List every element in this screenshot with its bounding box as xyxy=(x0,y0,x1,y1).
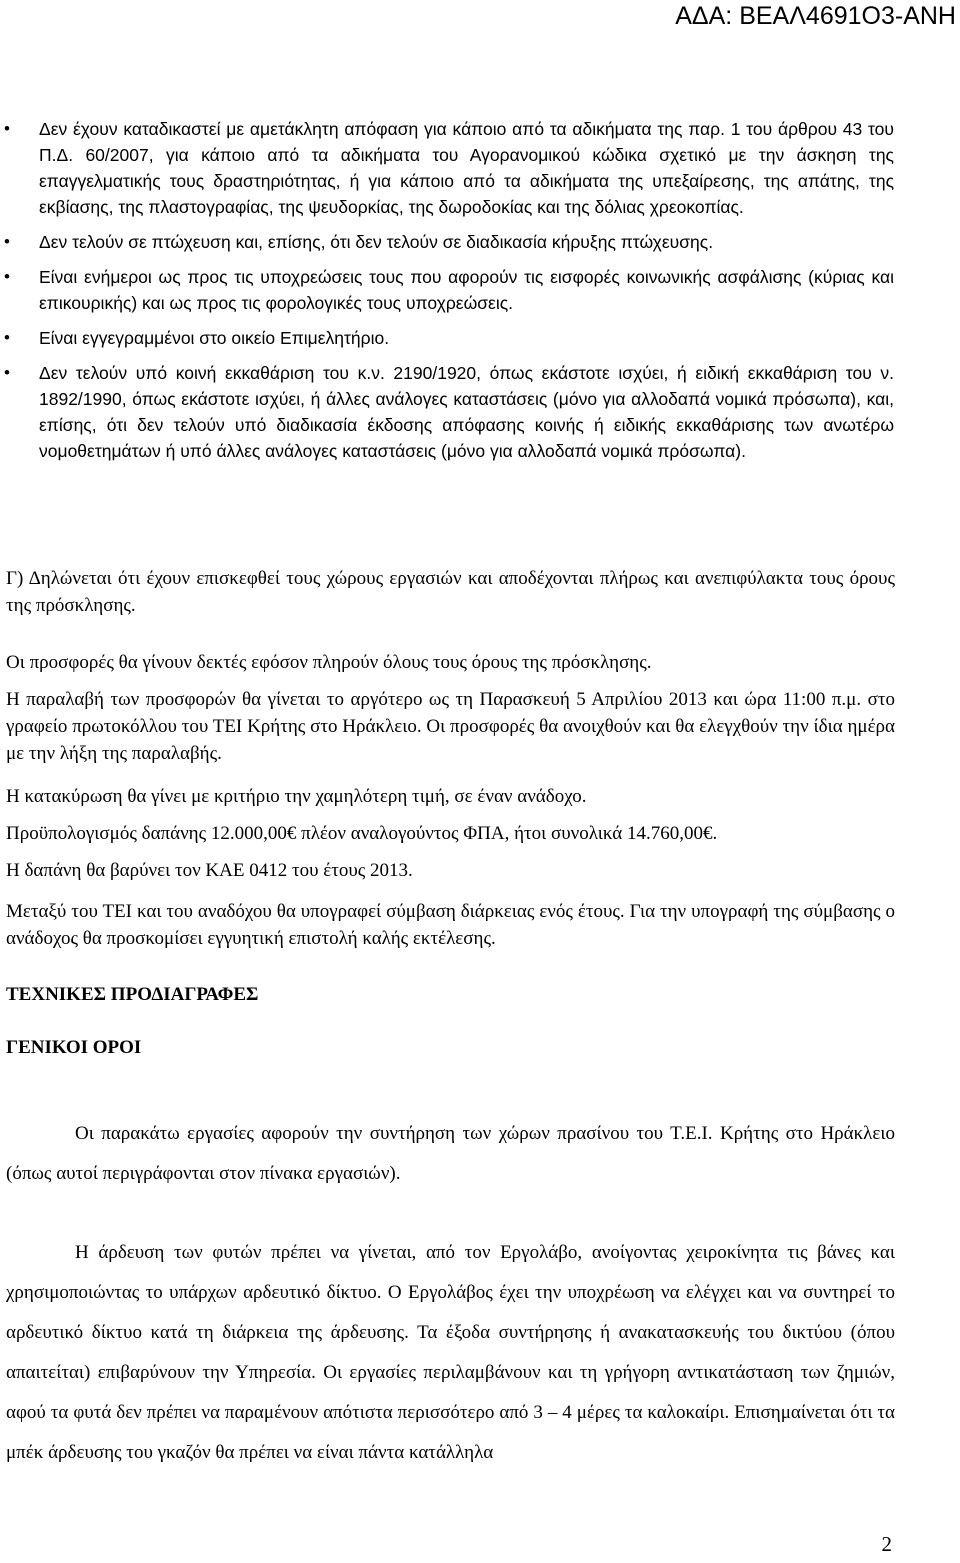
list-item: • Είναι ενήμεροι ως προς τις υποχρεώσεις τους που αφορούν τις εισφορές κοινωνικής ασφάλισης (κύριας και επικουρικής) και ως προς τις φορολογικές τους υποχρεώσεις. xyxy=(0,264,960,316)
list-item: • Δεν έχουν καταδικαστεί με αμετάκλητη απόφαση για κάποιο από τα αδικήματα της παρ. 1 του άρθρου 43 του Π.Δ. 60/2007, για κάποιο από τα αδικήματα του Αγορανομικού κώδικα σχετικό με την άσκηση της επαγγελματικής τους δραστηριότητας, ή για κάποιο από τα αδικήματα της υπεξαίρεσης, της απάτης, της εκβίασης, της πλαστογραφίας, της ψευδορκίας, της δωροδοκίας και της δόλιας χρεοκοπίας. xyxy=(0,116,960,220)
requirements-list xyxy=(0,116,960,473)
ada-code: ΑΔΑ: ΒΕΑΛ4691Ο3-ΑΝΗ xyxy=(675,2,956,30)
works-intro-paragraph: Οι παρακάτω εργασίες αφορούν την συντήρηση των χώρων πρασίνου του Τ.Ε.Ι. Κρήτης στο Ηράκλειο (όπως αυτοί περιγράφονται στον πίνακα εργασιών). xyxy=(6,1123,895,1184)
general-terms-heading: ΓΕΝΙΚΟΙ ΟΡΟΙ xyxy=(6,1037,142,1058)
receipt-paragraph: Η παραλαβή των προσφορών θα γίνεται το αργότερο ως τη Παρασκευή 5 Απριλίου 2013 και ώρα 11:00 π.μ. στο γραφείο πρωτοκόλλου του ΤΕΙ Κρήτης στο Ηράκλειο. Οι προσφορές θα ανοιχθούν και θα ελεγχθούν την ίδια ημέρα με την λήξη της παραλαβής. xyxy=(6,689,895,764)
expense-paragraph: Η δαπάνη θα βαρύνει τον ΚΑΕ 0412 του έτους 2013. xyxy=(6,860,413,881)
acceptance-paragraph: Οι προσφορές θα γίνουν δεκτές εφόσον πληρούν όλους τους όρους της πρόσκλησης. xyxy=(6,652,652,673)
watering-paragraph: Η άρδευση των φυτών πρέπει να γίνεται, από τον Εργολάβο, ανοίγοντας χειροκίνητα τις βάνες και χρησιμοποιώντας το υπάρχων αρδευτικό δίκτυο. Ο Εργολάβος έχει την υποχρέωση να ελέγχει και να συντηρεί το αρδευτικό δίκτυο κατά τη διάρκεια της άρδευσης. Τα έξοδα συντήρησης ή ανακατασκευής του δικτύου (όπου απαιτείται) επιβαρύνουν την Υπηρεσία. Οι εργασίες περιλαμβάνουν και τη γρήγορη αντικατάσταση των ζημιών, αφού τα φυτά δεν πρέπει να παραμένουν απότιστα περισσότερο από 3 – 4 μέρες τα καλοκαίρι. Επισημαίνεται ότι τα μπέκ άρδευσης του γκαζόν θα πρέπει να είναι πάντα κατάλληλα xyxy=(6,1242,895,1463)
list-item: • Είναι εγγεγραμμένοι στο οικείο Επιμελητήριο. xyxy=(0,325,960,351)
contract-paragraph: Μεταξύ του ΤΕΙ και του αναδόχου θα υπογραφεί σύμβαση διάρκειας ενός έτους. Για την υπογραφή της σύμβασης ο ανάδοχος θα προσκομίσει εγγυητική επιστολή καλής εκτέλεσης. xyxy=(6,901,895,949)
budget-paragraph: Προϋπολογισμός δαπάνης 12.000,00€ πλέον αναλογούντος ΦΠΑ, ήτοι συνολικά 14.760,00€. xyxy=(6,823,718,844)
declaration-paragraph: Γ) Δηλώνεται ότι έχουν επισκεφθεί τους χώρους εργασιών και αποδέχονται πλήρως και ανεπιφύλακτα τους όρους της πρόσκλησης. xyxy=(6,568,895,616)
list-item: • Δεν τελούν υπό κοινή εκκαθάριση του κ.ν. 2190/1920, όπως εκάστοτε ισχύει, ή ειδική εκκαθάριση του ν. 1892/1990, όπως εκάστοτε ισχύει, ή άλλες ανάλογες καταστάσεις (μόνο για αλλοδαπά νομικά πρόσωπα), και, επίσης, ότι δεν τελούν υπό διαδικασία έκδοσης απόφασης κοινής ή ειδικής εκκαθάρισης των ανωτέρω νομοθετημάτων ή υπό άλλες ανάλογες καταστάσεις (μόνο για αλλοδαπά νομικά πρόσωπα). xyxy=(0,360,960,464)
technical-specs-heading: ΤΕΧΝΙΚΕΣ ΠΡΟΔΙΑΓΡΑΦΕΣ xyxy=(6,984,259,1005)
award-paragraph: Η κατακύρωση θα γίνει με κριτήριο την χαμηλότερη τιμή, σε έναν ανάδοχο. xyxy=(6,786,587,807)
page-number: 2 xyxy=(881,1532,892,1556)
list-item: • Δεν τελούν σε πτώχευση και, επίσης, ότι δεν τελούν σε διαδικασία κήρυξης πτώχευσης. xyxy=(0,229,960,255)
